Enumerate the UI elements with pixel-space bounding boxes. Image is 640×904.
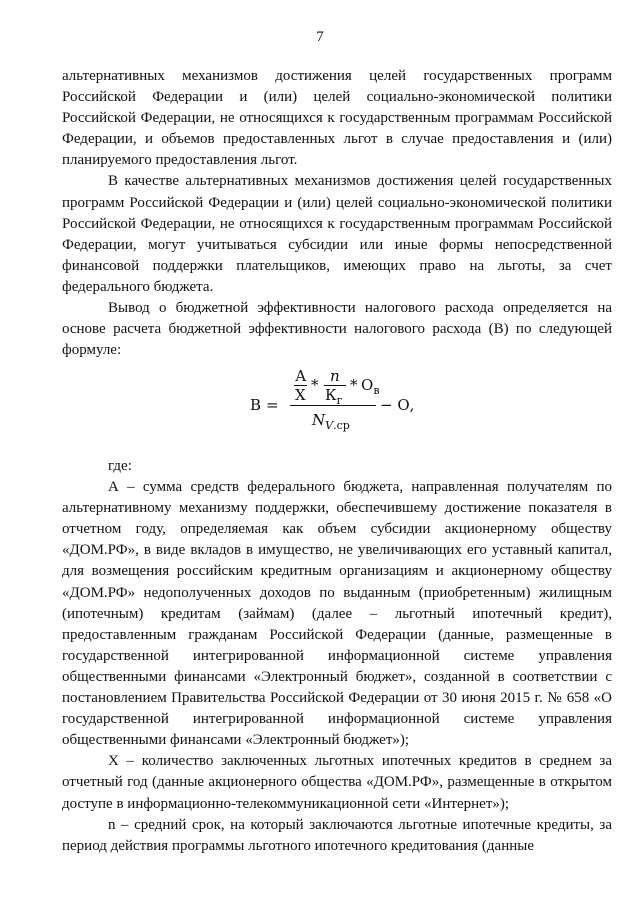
paragraph-efficiency-conclusion: Вывод о бюджетной эффективности налогового расхода определяется на основе расчета бюджетной эффективности налогового расхода (В) по следующей формуле: <box>62 300 612 359</box>
definition-n: n – средний срок, на который заключаются льготные ипотечные кредиты, за период действия программы льготного ипотечного кредитования (данные <box>62 816 612 854</box>
formula-n-vsr: $N_{V.ср}$ <box>312 411 350 432</box>
body-text-top <box>62 66 612 361</box>
formula-mult-1: * <box>311 376 319 394</box>
main-fraction-bar <box>290 405 376 406</box>
formula-mult-2: * <box>350 376 358 394</box>
definition-x: Х – количество заключенных льготных ипотечных кредитов в среднем за отчетный год (данные акционерного общества «ДОМ.РФ», размещенные в открытом доступе в информационно-телекоммуникационной сети «Интернет»); <box>62 753 612 812</box>
definition-a: А – сумма средств федерального бюджета, направленная получателям по альтернативному механизму поддержки, обеспечившему достижение показателя в отчетном году, определяемая как объем субсидии акционерному обществу «ДОМ.РФ», в виде вкладов в имущество, не увеличивающих его уставный капитал, для возмещения российским кредитным организациям и акционерному обществу «ДОМ.РФ» недополученных доходов по выданным (приобретенным) жилищным (ипотечным) кредитам (займам) (далее – льготный ипотечный кредит), предоставленным гражданам Российской Федерации (данные, размещенные в государственной интегрированной информационной системе управления общественными финансами «Электронный бюджет», созданной в соответствии с постановлением Правительства Российской Федерации от 30 июня 2015 г. № 658 «О государственной интегрированной информационной системе управления общественными финансами «Электронный бюджет»); <box>62 479 612 749</box>
body-text-bottom <box>62 456 612 857</box>
formula-n: n <box>330 367 340 385</box>
efficiency-formula <box>250 363 420 445</box>
formula-x: Х <box>295 386 306 404</box>
formula-lhs: В <box>250 396 262 414</box>
formula-a: А <box>295 367 307 385</box>
formula-equals: = <box>266 396 279 414</box>
formula-k: $К_г$ <box>325 386 343 407</box>
formula-tail: − О, <box>380 396 415 414</box>
paragraph-continuation: альтернативных механизмов достижения целей государственных программ Российской Федерации и (или) целей социально-экономической политики Российской Федерации, не относящихся к государственным программам Российской Федерации, и объемов предоставленных льгот в случае предоставления и (или) планируемого предоставления льгот. <box>62 68 612 169</box>
where-label: где: <box>108 458 132 474</box>
formula-o-v: $О_в$ <box>361 376 380 397</box>
page-number: 7 <box>316 29 324 45</box>
paragraph-alternative-mechanisms: В качестве альтернативных механизмов достижения целей государственных программ Российской Федерации и (или) целей социально-экономической политики Российской Федерации, не относящихся к государственным программам Российской Федерации, могут учитываться субсидии или иные формы непосредственной финансовой поддержки плательщиков, имеющих право на льготы, за счет федерального бюджета. <box>62 173 612 295</box>
